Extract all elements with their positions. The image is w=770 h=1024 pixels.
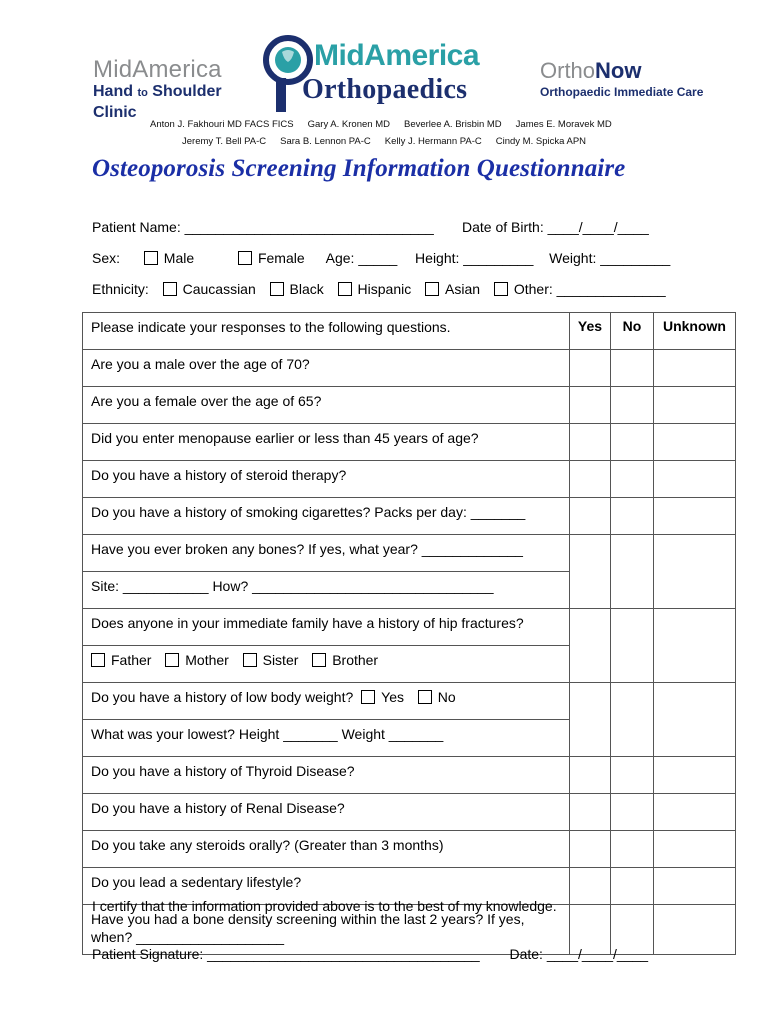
unknown-cell[interactable] (653, 424, 735, 461)
certification-statement: I certify that the information provided above is to the best of my knowledge. (92, 898, 557, 914)
unknown-cell[interactable] (653, 794, 735, 831)
yes-cell[interactable] (569, 609, 610, 683)
no-cell[interactable] (611, 794, 654, 831)
no-cell[interactable] (611, 424, 654, 461)
signature-row (92, 946, 648, 962)
unknown-cell[interactable] (653, 535, 735, 609)
low-weight-no-checkbox[interactable] (418, 690, 432, 704)
yes-cell[interactable] (569, 535, 610, 609)
no-cell[interactable] (611, 609, 654, 683)
table-row (83, 609, 736, 646)
age-field[interactable]: Age: _____ (325, 250, 398, 266)
no-cell[interactable] (611, 387, 654, 424)
question-text: Did you enter menopause earlier or less than 45 years of age? (83, 424, 570, 461)
height-field[interactable]: Height: _________ (415, 250, 534, 266)
question-subtext[interactable]: What was your lowest? Height _______ Weight _______ (83, 720, 570, 757)
unknown-cell[interactable] (653, 498, 735, 535)
question-text: Are you a female over the age of 65? (83, 387, 570, 424)
weight-field[interactable]: Weight: _________ (549, 250, 671, 266)
table-row (83, 831, 736, 868)
question-text[interactable]: Have you had a bone density screening within the last 2 years? If yes, when? ___________________ (83, 905, 570, 955)
question-subtext[interactable]: Site: ___________ How? _______________________________ (83, 572, 570, 609)
date-of-birth-field[interactable]: Date of Birth: ____/____/____ (462, 219, 649, 235)
no-cell[interactable] (611, 757, 654, 794)
unknown-cell[interactable] (653, 905, 735, 955)
patient-signature-field[interactable]: Patient Signature: ___________________________________ (92, 946, 480, 962)
patient-name-field[interactable]: Patient Name: ________________________________ (92, 219, 434, 235)
question-text: Do you lead a sedentary lifestyle? (83, 868, 570, 905)
table-row (83, 498, 736, 535)
no-cell[interactable] (611, 461, 654, 498)
black-checkbox[interactable] (270, 282, 284, 296)
table-row (83, 535, 736, 572)
table-row (83, 757, 736, 794)
caucasian-checkbox[interactable] (163, 282, 177, 296)
no-cell[interactable] (611, 535, 654, 609)
center-logo-line1: MidAmerica (314, 39, 480, 72)
yes-cell[interactable] (569, 387, 610, 424)
sex-row: Sex: Male Female Age: _____ Height: _________ Weight: _________ (92, 250, 671, 266)
unknown-cell[interactable] (653, 757, 735, 794)
no-cell[interactable] (611, 868, 654, 905)
question-text: Do you have a history of low body weight? Yes No (83, 683, 570, 720)
signature-date-field[interactable]: Date: ____/____/____ (509, 946, 649, 962)
question-text: Are you a male over the age of 70? (83, 350, 570, 387)
table-header-row (83, 313, 736, 350)
questionnaire-table (82, 312, 736, 955)
other-checkbox[interactable] (494, 282, 508, 296)
table-row (83, 350, 736, 387)
question-text: Do you have a history of steroid therapy? (83, 461, 570, 498)
unknown-column-header: Unknown (653, 313, 735, 350)
unknown-cell[interactable] (653, 683, 735, 757)
yes-column-header: Yes (569, 313, 610, 350)
brother-checkbox[interactable] (312, 653, 326, 667)
family-options: Father Mother Sister Brother (83, 646, 570, 683)
unknown-cell[interactable] (653, 831, 735, 868)
table-row (83, 387, 736, 424)
doctor-list-row1: Anton J. Fakhouri MD FACS FICS Gary A. Kronen MD Beverlee A. Brisbin MD James E. Moravek MD (150, 119, 612, 130)
yes-cell[interactable] (569, 794, 610, 831)
unknown-cell[interactable] (653, 868, 735, 905)
no-cell[interactable] (611, 683, 654, 757)
ethnicity-row: Ethnicity: Caucassian Black Hispanic Asian Other: ______________ (92, 281, 666, 297)
left-logo-line2: Hand to Shoulder Clinic (93, 83, 222, 121)
left-logo-line1: MidAmerica (93, 56, 222, 83)
low-weight-yes-checkbox[interactable] (361, 690, 375, 704)
table-row (83, 794, 736, 831)
other-field[interactable]: Other: ______________ (513, 281, 666, 297)
female-checkbox[interactable] (238, 251, 252, 265)
question-text[interactable]: Do you have a history of smoking cigarettes? Packs per day: _______ (83, 498, 570, 535)
no-cell[interactable] (611, 498, 654, 535)
mother-checkbox[interactable] (165, 653, 179, 667)
question-text: Do you have a history of Renal Disease? (83, 794, 570, 831)
midamerica-orthopaedics-logo (262, 34, 532, 114)
question-text: Do you take any steroids orally? (Greater than 3 months) (83, 831, 570, 868)
unknown-cell[interactable] (653, 350, 735, 387)
yes-cell[interactable] (569, 683, 610, 757)
no-column-header: No (611, 313, 654, 350)
yes-cell[interactable] (569, 350, 610, 387)
right-logo-line1: OrthoNow (540, 58, 642, 83)
question-text: Do you have a history of Thyroid Disease? (83, 757, 570, 794)
table-row (83, 683, 736, 720)
hand-shoulder-clinic-logo (93, 58, 263, 123)
orthonow-logo (540, 58, 730, 100)
asian-checkbox[interactable] (425, 282, 439, 296)
doctor-list-row2: Jeremy T. Bell PA-C Sara B. Lennon PA-C Kelly J. Hermann PA-C Cindy M. Spicka APN (182, 136, 587, 147)
center-logo-line2: Orthopaedics (302, 74, 468, 105)
unknown-cell[interactable] (653, 461, 735, 498)
question-text[interactable]: Have you ever broken any bones? If yes, what year? _____________ (83, 535, 570, 572)
hispanic-checkbox[interactable] (338, 282, 352, 296)
table-row (83, 424, 736, 461)
unknown-cell[interactable] (653, 609, 735, 683)
right-logo-line2: Orthopaedic Immediate Care (540, 85, 704, 99)
male-checkbox[interactable] (144, 251, 158, 265)
father-checkbox[interactable] (91, 653, 105, 667)
sister-checkbox[interactable] (243, 653, 257, 667)
yes-cell[interactable] (569, 461, 610, 498)
table-header-text: Please indicate your responses to the following questions. (83, 313, 570, 350)
no-cell[interactable] (611, 350, 654, 387)
unknown-cell[interactable] (653, 387, 735, 424)
page-title: Osteoporosis Screening Information Questionnaire (92, 155, 626, 182)
no-cell[interactable] (611, 831, 654, 868)
yes-cell[interactable] (569, 424, 610, 461)
question-text: Does anyone in your immediate family have a history of hip fractures? (83, 609, 570, 646)
yes-cell[interactable] (569, 831, 610, 868)
table-row (83, 461, 736, 498)
yes-cell[interactable] (569, 868, 610, 905)
yes-cell[interactable] (569, 498, 610, 535)
yes-cell[interactable] (569, 757, 610, 794)
